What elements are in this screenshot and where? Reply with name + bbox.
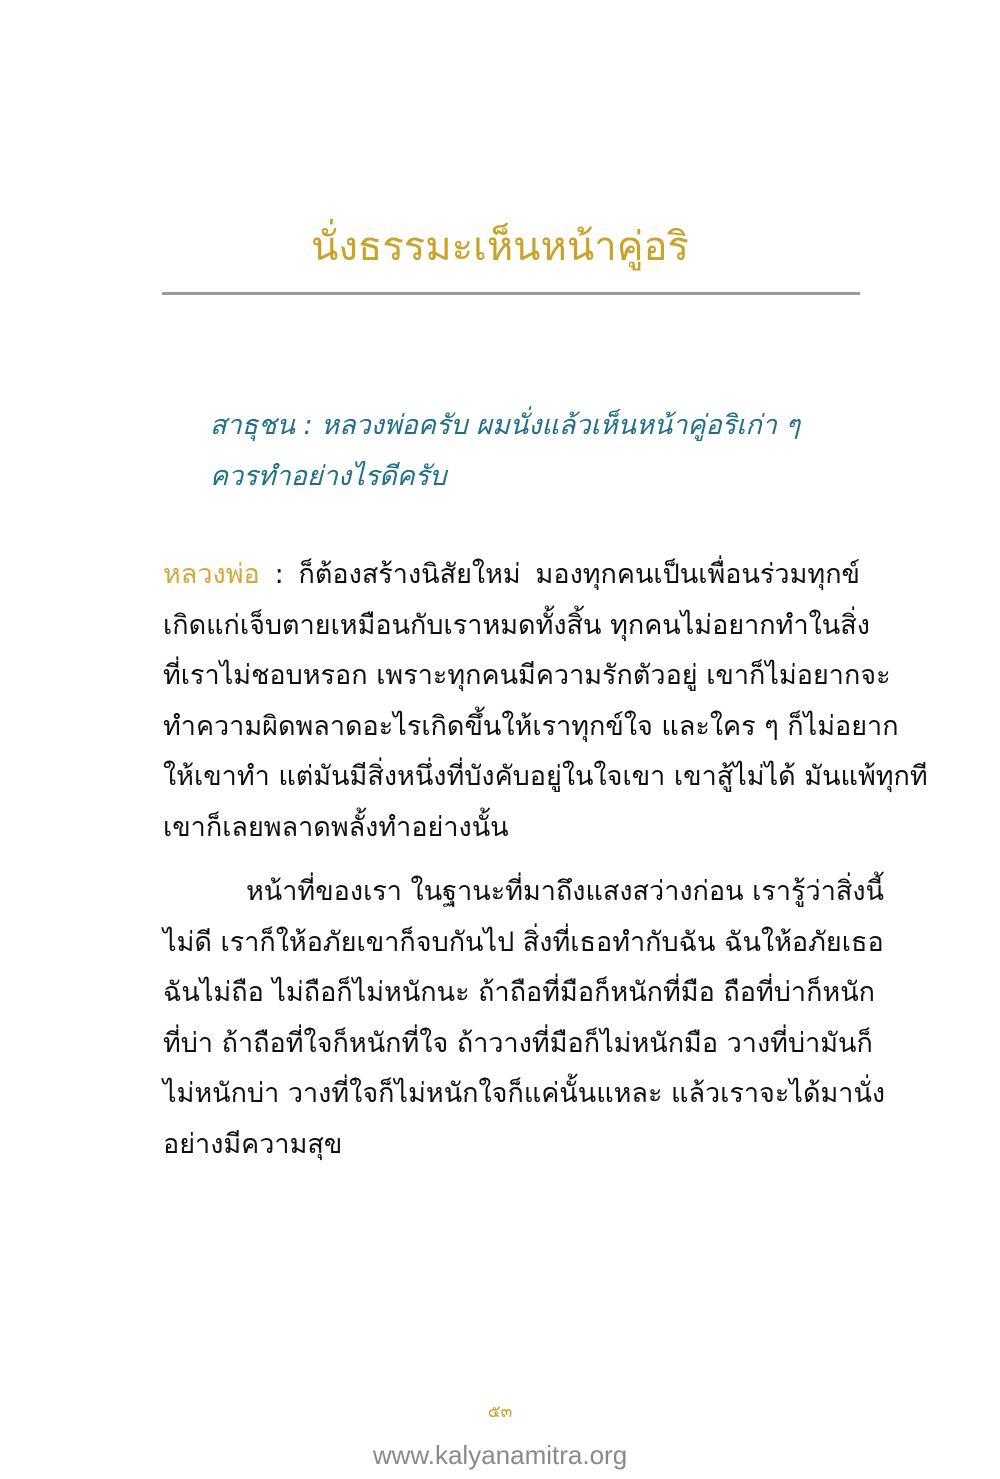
answer-line bbox=[163, 552, 860, 595]
chapter-title: นั่งธรรมะเห็นหน้าคู่อริ bbox=[311, 224, 689, 270]
speaker-label: หลวงพ่อ bbox=[163, 559, 260, 590]
answer-line: หน้าที่ของเรา ในฐานะที่มาถึงแสงสว่างก่อน เรารู้ว่าสิ่งนี้ bbox=[246, 876, 884, 907]
answer-text: : ก็ต้องสร้างนิสัยใหม่ มองทุกคนเป็นเพื่อนร่วมทุกข์ bbox=[259, 559, 860, 590]
page-number: ๕๓ bbox=[487, 1402, 513, 1422]
answer-line: ไม่ดี เราก็ให้อภัยเขาก็จบกันไป สิ่งที่เธอทำกับฉัน ฉันให้อภัยเธอ bbox=[163, 927, 884, 958]
answer-line: อย่างมีความสุข bbox=[163, 1129, 343, 1160]
question-line: ควรทำอย่างไรดีครับ bbox=[210, 461, 447, 492]
answer-line: ทำความผิดพลาดอะไรเกิดขึ้นให้เราทุกข์ใจ และใคร ๆ ก็ไม่อยาก bbox=[163, 711, 899, 742]
answer-line: ฉันไม่ถือ ไม่ถือก็ไม่หนักนะ ถ้าถือที่มือก็หนักที่มือ ถือที่บ่าก็หนัก bbox=[163, 977, 876, 1008]
question-line: สาธุชน : หลวงพ่อครับ ผมนั่งแล้วเห็นหน้าคู่อริเก่า ๆ bbox=[210, 410, 801, 441]
website-footer: www.kalyanamitra.org bbox=[372, 1440, 628, 1470]
answer-line: ที่บ่า ถ้าถือที่ใจก็หนักที่ใจ ถ้าวางที่มือก็ไม่หนักมือ วางที่บ่ามันก็ bbox=[163, 1028, 873, 1059]
answer-line: ให้เขาทำ แต่มันมีสิ่งหนึ่งที่บังคับอยู่ในใจเขา เขาสู้ไม่ได้ มันแพ้ทุกที bbox=[163, 761, 928, 792]
title-divider bbox=[162, 292, 860, 295]
answer-line: เกิดแก่เจ็บตายเหมือนกับเราหมดทั้งสิ้น ทุกคนไม่อยากทำในสิ่ง bbox=[163, 610, 870, 641]
answer-line: ไม่หนักบ่า วางที่ใจก็ไม่หนักใจก็แค่นั้นแหละ แล้วเราจะได้มานั่ง bbox=[163, 1078, 886, 1109]
answer-line: เขาก็เลยพลาดพลั้งทำอย่างนั้น bbox=[163, 812, 509, 843]
answer-line: ที่เราไม่ชอบหรอก เพราะทุกคนมีความรักตัวอยู่ เขาก็ไม่อยากจะ bbox=[163, 660, 891, 691]
